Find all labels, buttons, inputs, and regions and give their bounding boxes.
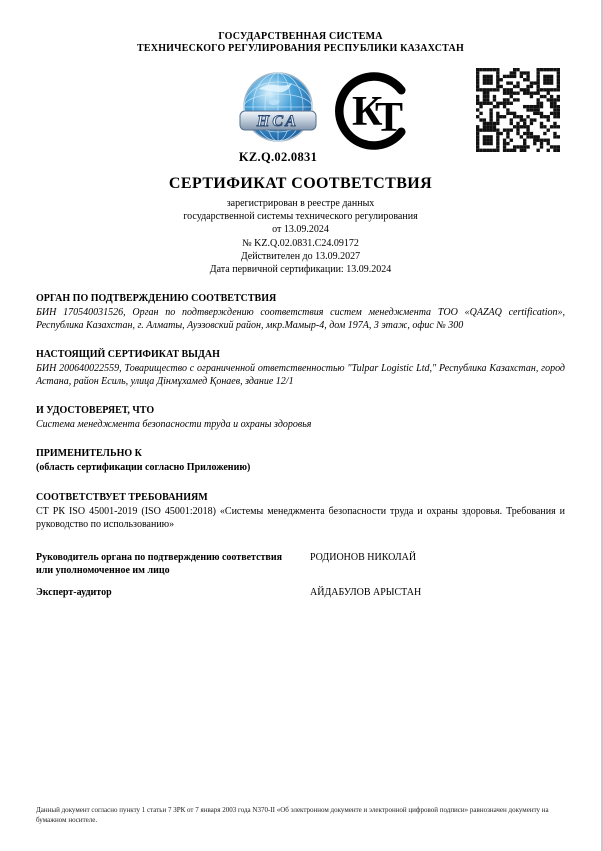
logo-row bbox=[36, 68, 565, 162]
signature-row-auditor bbox=[36, 586, 565, 599]
section-heading: НАСТОЯЩИЙ СЕРТИФИКАТ ВЫДАН bbox=[36, 349, 220, 361]
registered-line-1: зарегистрирован в реестре данных bbox=[226, 198, 375, 209]
accreditation-code: KZ.Q.02.0831 bbox=[238, 150, 318, 164]
first-certification-date: Дата первичной сертификации: 13.09.2024 bbox=[209, 264, 392, 276]
valid-until: Действителен до 13.09.2027 bbox=[240, 250, 361, 262]
signature-label: Руководитель органа по подтверждению соответствия или уполномоченное им лицо bbox=[36, 552, 283, 577]
section-text: БИН 170540031526, Орган по подтверждению соответствия систем менеджмента ТОО «QAZAQ certification», Республика Казахстан, г. Алматы, Ауэзовский район, мкр.Мамыр-4, дом 197А, 3 этаж, офис № 300 bbox=[36, 307, 565, 332]
header-line-1: ГОСУДАРСТВЕННАЯ СИСТЕМА bbox=[218, 31, 383, 42]
signature-label: Эксперт-аудитор bbox=[36, 587, 112, 599]
qr-code-icon bbox=[476, 68, 560, 152]
section-heading: ПРИМЕНИТЕЛЬНО К bbox=[36, 448, 142, 460]
certificate-title: СЕРТИФИКАТ СООТВЕТСТВИЯ bbox=[168, 175, 433, 192]
section-text: СТ РК ISO 45001-2019 (ISO 45001:2018) «Системы менеджмента безопасности труда и охраны здоровья. Требования и руководство по использованию» bbox=[36, 506, 565, 531]
section-scope bbox=[36, 447, 565, 475]
nca-logo-block bbox=[236, 71, 320, 165]
certificate-number: № KZ.Q.02.0831.C24.09172 bbox=[242, 237, 359, 249]
svg-text:Т: Т bbox=[375, 95, 404, 141]
document-header bbox=[36, 31, 565, 55]
legal-footnote: Данный документ согласно пункту 1 статьи 7 ЗРК от 7 января 2003 года N370-II «Об электронном документе и электронной цифровой подписи» равнозначен документу на бумажном носителе. bbox=[36, 806, 549, 824]
globe-nca-icon bbox=[239, 113, 317, 148]
section-heading: СООТВЕТСТВУЕТ ТРЕБОВАНИЯМ bbox=[36, 492, 208, 504]
nca-logo-text: НСА bbox=[256, 113, 300, 130]
svg-text:К: К bbox=[352, 89, 383, 135]
section-issued-to bbox=[36, 348, 565, 388]
signature-name: РОДИОНОВ НИКОЛАЙ bbox=[310, 552, 417, 564]
section-certification-body bbox=[36, 292, 565, 332]
section-heading: ОРГАН ПО ПОДТВЕРЖДЕНИЮ СООТВЕТСТВИЯ bbox=[36, 293, 277, 305]
signature-row-head bbox=[36, 551, 565, 577]
registration-date: от 13.09.2024 bbox=[272, 224, 329, 236]
signatures-block bbox=[36, 551, 565, 599]
section-certifies bbox=[36, 404, 565, 431]
section-text: Система менеджмента безопасности труда и охраны здоровья bbox=[36, 419, 312, 431]
signature-name: АЙДАБУЛОВ АРЫСТАН bbox=[310, 587, 422, 599]
section-text: БИН 200640022559, Товарищество с ограниченной ответственностью "Tulpar Logistic Ltd," Республика Казахстан, город Астана, район Есиль, улица Дінмұхамед Қонаев, здание 12/1 bbox=[36, 363, 565, 388]
registration-block bbox=[36, 197, 565, 276]
header-line-2: ТЕХНИЧЕСКОГО РЕГУЛИРОВАНИЯ РЕСПУБЛИКИ КАЗАХСТАН bbox=[137, 43, 464, 54]
registered-line-2: государственной системы технического регулирования bbox=[183, 211, 418, 223]
kt-mark-icon bbox=[332, 69, 416, 158]
section-heading: И УДОСТОВЕРЯЕТ, ЧТО bbox=[36, 405, 155, 417]
scope-note: (область сертификации согласно Приложению) bbox=[36, 462, 251, 474]
section-requirements bbox=[36, 491, 565, 531]
